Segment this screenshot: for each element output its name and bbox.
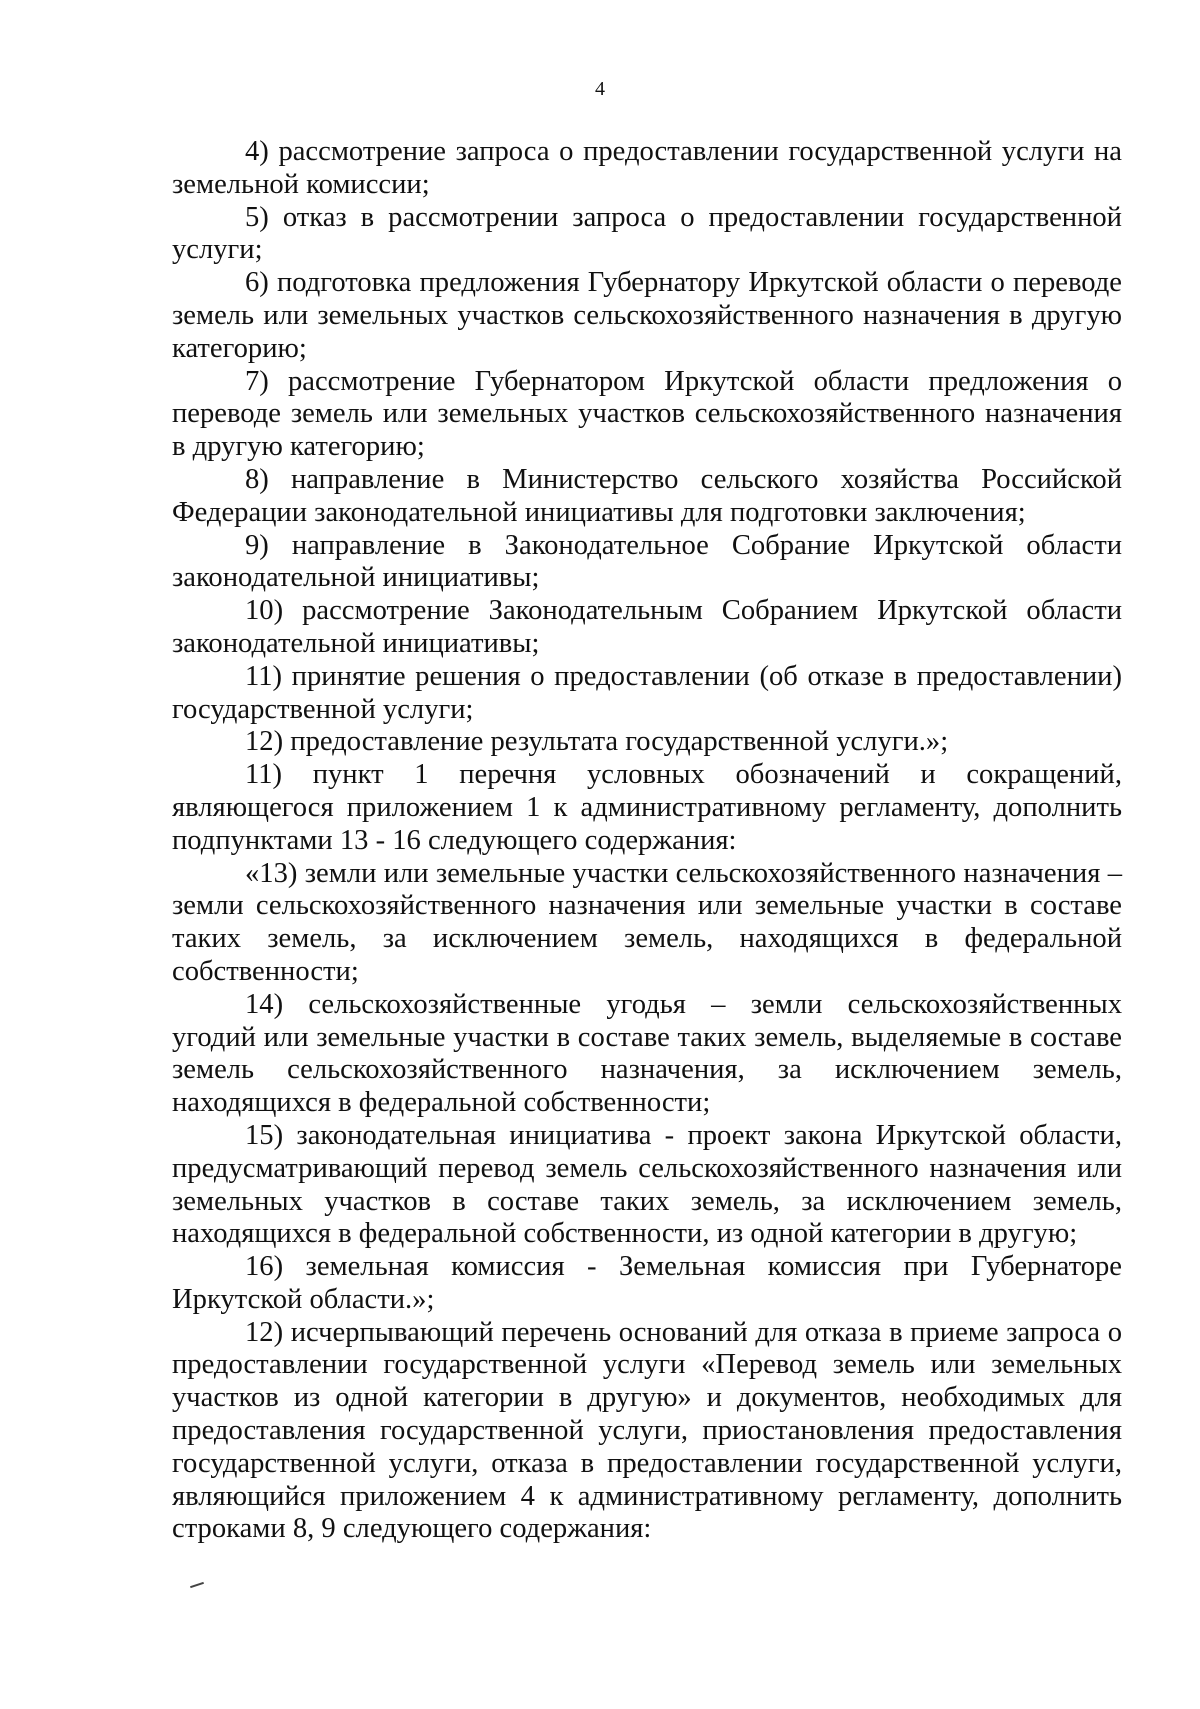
paragraph-item-9: 9) направление в Законодательное Собрание Иркутской области законодательной инициативы; (172, 529, 1122, 594)
stray-pen-mark (190, 1582, 204, 1588)
paragraph-item-8: 8) направление в Министерство сельского хозяйства Российской Федерации законодательной инициативы для подготовки заключения; (172, 463, 1122, 528)
document-body (172, 136, 1122, 1546)
paragraph-amendment-12: 12) исчерпывающий перечень оснований для отказа в приеме запроса о предоставлении государственной услуги «Перевод земель или земельных участков из одной категории в другую» и документов, необходимых для предоставления государственной услуги, приостановления предоставления государственной услуги, отказа в предоставлении государственной услуги, являющийся приложением 4 к административному регламенту, дополнить строками 8, 9 следующего содержания: (172, 1316, 1122, 1545)
paragraph-item-4: 4) рассмотрение запроса о предоставлении государственной услуги на земельной комиссии; (172, 136, 1122, 200)
paragraph-item-12: 12) предоставление результата государственной услуги.»; (245, 726, 949, 758)
paragraph-item-5: 5) отказ в рассмотрении запроса о предоставлении государственной услуги; (172, 201, 1122, 266)
paragraph-item-11: 11) принятие решения о предоставлении (об отказе в предоставлении) государственной услуги; (172, 660, 1122, 725)
paragraph-item-6: 6) подготовка предложения Губернатору Иркутской области о переводе земель или земельных участков сельскохозяйственного назначения в другую категорию; (172, 267, 1122, 364)
paragraph-definition-13: «13) земли или земельные участки сельскохозяйственного назначения – земли сельскохозяйственного назначения или земельные участки в составе таких земель, за исключением земель, находящихся в федеральной собственности; (172, 857, 1122, 987)
paragraph-item-10: 10) рассмотрение Законодательным Собранием Иркутской области законодательной инициативы; (172, 595, 1122, 659)
paragraph-item-7: 7) рассмотрение Губернатором Иркутской области предложения о переводе земель или земельных участков сельскохозяйственного назначения в другую категорию; (172, 365, 1122, 463)
paragraph-definition-14: 14) сельскохозяйственные угодья – земли сельскохозяйственных угодий или земельные участки в составе таких земель, выделяемые в составе земель сельскохозяйственного назначения, за исключением земель, находящихся в федеральной собственности; (172, 988, 1122, 1119)
page-number: 4 (595, 78, 605, 100)
paragraph-amendment-11: 11) пункт 1 перечня условных обозначений и сокращений, являющегося приложением 1 к административному регламенту, дополнить подпунктами 13 - 16 следующего содержания: (172, 759, 1122, 856)
paragraph-definition-15: 15) законодательная инициатива - проект закона Иркутской области, предусматривающий перевод земель сельскохозяйственного назначения или земельных участков в составе таких земель, за исключением земель, находящихся в федеральной собственности, из одной категории в другую; (172, 1119, 1122, 1250)
paragraph-definition-16: 16) земельная комиссия - Земельная комиссия при Губернаторе Иркутской области.»; (172, 1251, 1122, 1315)
